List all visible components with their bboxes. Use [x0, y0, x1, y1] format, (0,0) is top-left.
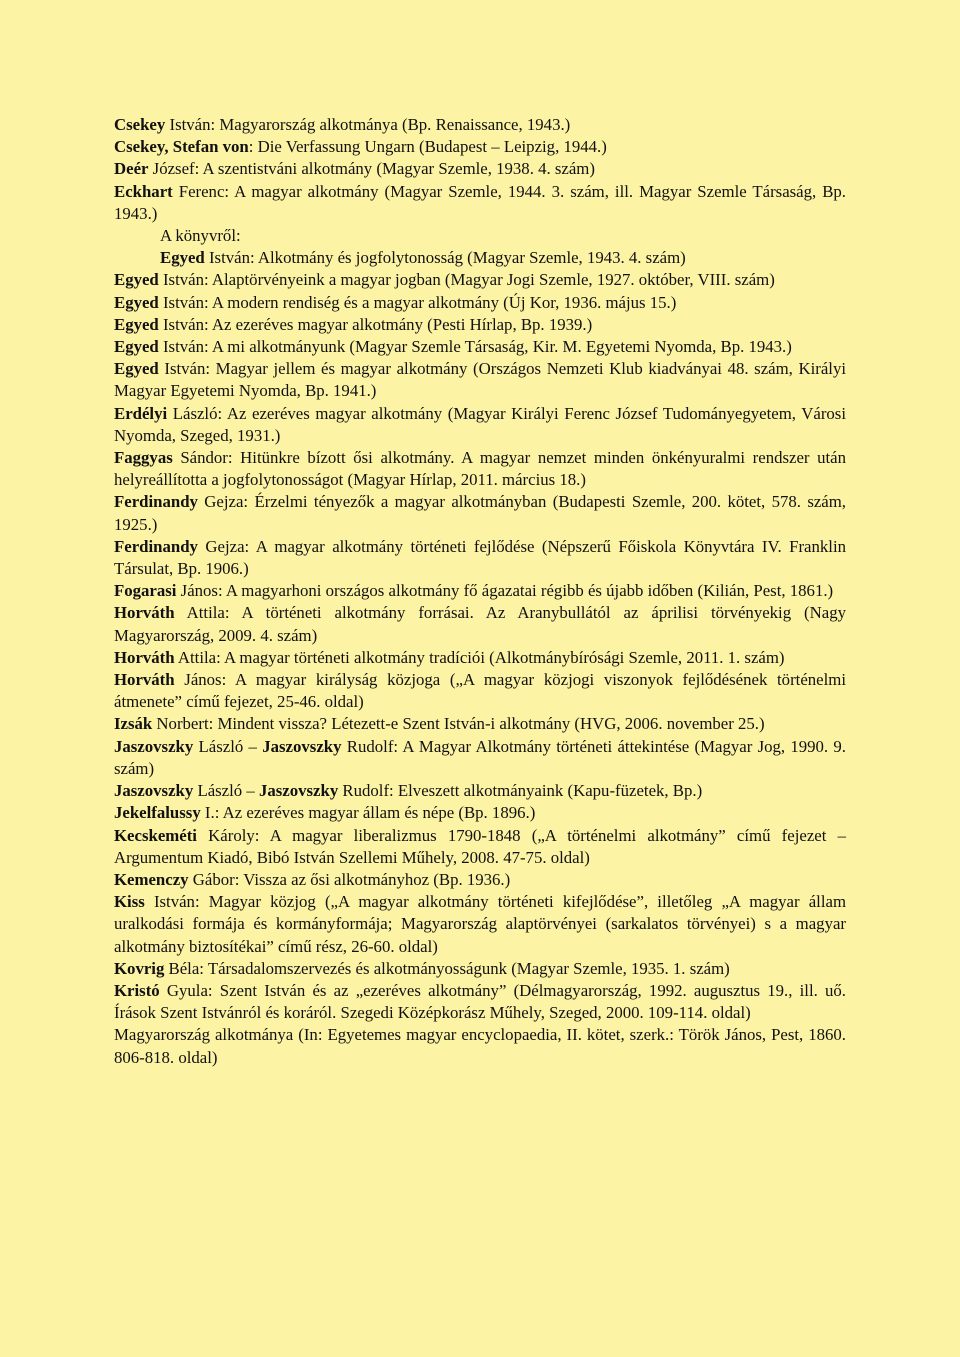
entry-text: Norbert: Mindent vissza? Létezett-e Szent István-i alkotmány (HVG, 2006. november 25.)	[152, 714, 765, 734]
bibliography-entry	[114, 491, 846, 535]
entry-author: Jekelfalussy	[114, 803, 201, 823]
entry-text: Attila: A magyar történeti alkotmány tradíciói (Alkotmánybírósági Szemle, 2011. 1. szám)	[174, 647, 785, 667]
bibliography-entry	[114, 825, 846, 869]
bibliography-entry	[114, 736, 846, 780]
entry-text: Rudolf: Elveszett alkotmányaink (Kapu-füzetek, Bp.)	[338, 781, 703, 801]
entry-text: István: Magyarország alkotmánya (Bp. Renaissance, 1943.)	[165, 115, 571, 134]
entry-author: Horváth	[114, 603, 175, 623]
entry-author: Jaszovszky	[114, 736, 194, 756]
entry-text: István: Alaptörvényeink a magyar jogban (Magyar Jogi Szemle, 1927. október, VIII. szám)	[158, 270, 775, 290]
entry-text: István: A modern rendiség és a magyar alkotmány (Új Kor, 1936. május 15.)	[158, 292, 677, 312]
entry-author: Jaszovszky	[114, 781, 194, 801]
bibliography-entry	[114, 536, 846, 580]
entry-author: Egyed	[114, 314, 159, 334]
entry-text: Magyarország alkotmánya (In: Egyetemes magyar encyclopaedia, II. kötet, szerk.: Török János, Pest, 1860. 806-818. oldal)	[114, 1025, 846, 1067]
entry-text: Károly: A magyar liberalizmus 1790-1848 („A történelmi alkotmány” című fejezet – Argumentum Kiadó, Bibó István Szellemi Műhely, 2008. 47-75. oldal)	[114, 825, 846, 867]
bibliography-entry	[114, 181, 846, 225]
entry-text: Béla: Társadalomszervezés és alkotmányosságunk (Magyar Szemle, 1935. 1. szám)	[164, 958, 730, 978]
bibliography-entry	[114, 114, 846, 136]
bibliography-entry	[114, 403, 846, 447]
entry-author: Deér	[114, 159, 149, 179]
bibliography-entry	[114, 669, 846, 713]
entry-author: Ferdinandy	[114, 492, 198, 512]
entry-text: Attila: A történeti alkotmány forrásai. Az Aranybullától az áprilisi törvényekig (Nagy Magyarország, 2009. 4. szám)	[114, 603, 846, 645]
bibliography-entry	[114, 580, 846, 602]
bibliography-entry	[114, 602, 846, 646]
bibliography-entry	[114, 292, 846, 314]
entry-author: Csekey, Stefan von	[114, 137, 249, 157]
entry-text: Gejza: Érzelmi tényezők a magyar alkotmányban (Budapesti Szemle, 200. kötet, 578. szám, 1925.)	[114, 492, 846, 534]
entry-author: Csekey	[114, 115, 166, 134]
bibliography-entry	[114, 336, 846, 358]
bibliography-entry	[114, 891, 846, 958]
entry-author: Kristó	[114, 980, 160, 1000]
entry-author: Kovrig	[114, 958, 165, 978]
entry-author: Erdélyi	[114, 403, 168, 423]
bibliography-entry	[114, 358, 846, 402]
entry-author: Jaszovszky	[258, 781, 339, 801]
bibliography-entry	[114, 1024, 846, 1068]
bibliography-entry	[114, 713, 846, 735]
bibliography-list	[114, 114, 846, 1069]
bibliography-entry	[114, 869, 846, 891]
entry-text: Gábor: Vissza az ősi alkotmányhoz (Bp. 1936.)	[188, 869, 511, 889]
entry-text: : Die Verfassung Ungarn (Budapest – Leipzig, 1944.)	[248, 137, 607, 157]
bibliography-entry	[114, 247, 846, 269]
entry-text: János: A magyarhoni országos alkotmány fő ágazatai régibb és újabb időben (Kilián, Pest, 1861.)	[176, 581, 834, 601]
entry-text: István: Magyar közjog („A magyar alkotmány történeti kifejlődése”, illetőleg „A magyar állam uralkodási formája és kormányformája; Magyarország alaptörvényei (sarkalatos törvényei) s a magyar alkotmány biztosítékai” című rész, 26-60. oldal)	[114, 892, 846, 956]
entry-text: István: A mi alkotmányunk (Magyar Szemle Társaság, Kir. M. Egyetemi Nyomda, Bp. 1943.)	[158, 337, 792, 357]
entry-author: Egyed	[114, 292, 159, 312]
bibliography-entry	[114, 314, 846, 336]
entry-author: Kemenczy	[114, 869, 189, 889]
bibliography-entry	[114, 225, 846, 247]
entry-text: Rudolf: A Magyar Alkotmány történeti áttekintése (Magyar Jog, 1990. 9. szám)	[114, 736, 846, 778]
entry-text: A könyvről:	[160, 226, 241, 246]
bibliography-entry	[114, 136, 846, 158]
entry-author: Egyed	[114, 337, 159, 357]
entry-author: Jaszovszky	[262, 736, 342, 756]
entry-author: Faggyas	[114, 448, 173, 468]
entry-author: Eckhart	[114, 181, 173, 201]
entry-author: Egyed	[114, 359, 159, 379]
bibliography-entry	[114, 958, 846, 980]
bibliography-entry	[114, 447, 846, 491]
entry-text: József: A szentistváni alkotmány (Magyar Szemle, 1938. 4. szám)	[148, 159, 595, 179]
entry-text: Gejza: A magyar alkotmány történeti fejlődése (Népszerű Főiskola Könyvtára IV. Franklin Társulat, Bp. 1906.)	[114, 536, 846, 579]
entry-author: Kecskeméti	[114, 825, 197, 845]
entry-author: Horváth	[114, 670, 175, 690]
bibliography-entry	[114, 980, 846, 1024]
entry-text: Sándor: Hitünkre bízott ősi alkotmány. A magyar nemzet minden önkényuralmi rendszer után helyreállította a jogfolytonosságot (Magyar Hírlap, 2011. március 18.)	[114, 448, 846, 490]
entry-text: Ferenc: A magyar alkotmány (Magyar Szemle, 1944. 3. szám, ill. Magyar Szemle Társaság, Bp. 1943.)	[114, 181, 846, 223]
entry-text: Gyula: Szent István és az „ezeréves alkotmány” (Délmagyarország, 1992. augusztus 19., ill. uő. Írások Szent Istvánról és koráról. Szegedi Középkorász Műhely, Szeged, 2000. 109-114. oldal)	[114, 980, 846, 1023]
entry-author: Fogarasi	[114, 581, 177, 601]
entry-text: István: Magyar jellem és magyar alkotmány (Országos Nemzeti Klub kiadványai 48. szám, Királyi Magyar Egyetemi Nyomda, Bp. 1941.)	[114, 359, 846, 401]
bibliography-entry	[114, 802, 846, 824]
entry-text: I.: Az ezeréves magyar állam és népe (Bp. 1896.)	[200, 803, 536, 823]
bibliography-entry	[114, 780, 846, 802]
entry-author: Izsák	[114, 714, 153, 734]
entry-text: László –	[193, 781, 259, 801]
entry-author: Kiss	[114, 892, 145, 912]
entry-text: János: A magyar királyság közjoga („A magyar közjogi viszonyok fejlődésének történelmi átmenete” című fejezet, 25-46. oldal)	[114, 670, 846, 712]
entry-text: István: Az ezeréves magyar alkotmány (Pesti Hírlap, Bp. 1939.)	[158, 314, 593, 334]
bibliography-entry	[114, 158, 846, 180]
entry-text: László –	[193, 736, 263, 756]
entry-author: Horváth	[114, 647, 175, 667]
entry-text: István: Alkotmány és jogfolytonosság (Magyar Szemle, 1943. 4. szám)	[204, 248, 686, 268]
bibliography-entry	[114, 269, 846, 291]
bibliography-entry	[114, 647, 846, 669]
entry-author: Ferdinandy	[114, 536, 198, 556]
entry-author: Egyed	[114, 270, 159, 290]
entry-author: Egyed	[160, 248, 205, 268]
entry-text: László: Az ezeréves magyar alkotmány (Magyar Királyi Ferenc József Tudományegyetem, Városi Nyomda, Szeged, 1931.)	[114, 403, 846, 445]
